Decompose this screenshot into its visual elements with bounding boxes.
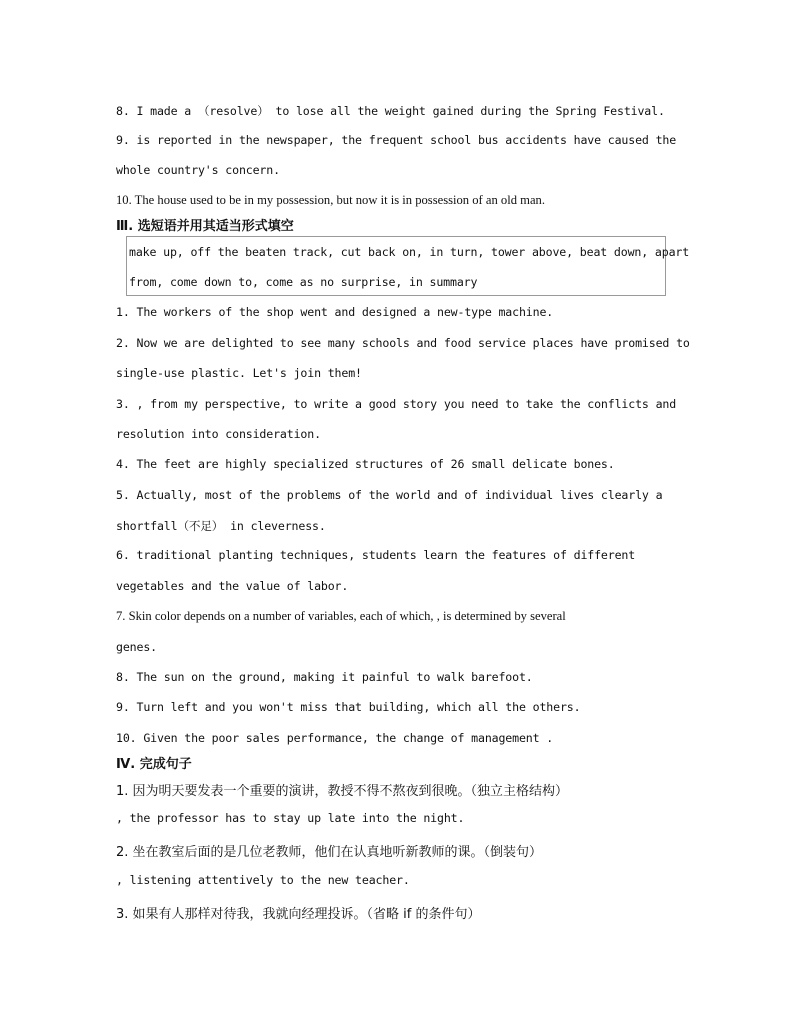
q9-line2: whole country's concern. [116, 163, 280, 177]
s3-q10: 10. Given the poor sales performance, the change of management . [116, 731, 554, 745]
s3-q9: 9. Turn left and you won't miss that building, which all the others. [116, 700, 581, 714]
s3-q2-line2: single-use plastic. Let's join them! [116, 366, 362, 380]
s3-q4: 4. The feet are highly specialized structures of 26 small delicate bones. [116, 457, 615, 471]
phrase-box-line2: from, come down to, come as no surprise, in summary [129, 275, 478, 289]
s3-q2-line1: 2. Now we are delighted to see many schools and food service places have promised to [116, 336, 690, 350]
s3-q5-line2: shortfall（不足） in cleverness. [116, 519, 326, 533]
q10-possession: 10. The house used to be in my possession, but now it is in possession of an old man. [116, 193, 545, 207]
s3-q7-line2: genes. [116, 640, 157, 654]
s4-q3-prompt: 3. 如果有人那样对待我，我就向经理投诉。（省略 if 的条件句） [116, 907, 481, 922]
s3-q3-line2: resolution into consideration. [116, 427, 321, 441]
s3-q3-line1: 3. , from my perspective, to write a good story you need to take the conflicts and [116, 397, 677, 411]
s3-q8: 8. The sun on the ground, making it painful to walk barefoot. [116, 670, 533, 684]
phrase-box-line1: make up, off the beaten track, cut back on, in turn, tower above, beat down, apart [129, 245, 690, 259]
phrase-box [126, 236, 690, 296]
s4-q1-prompt: 1. 因为明天要发表一个重要的演讲，教授不得不熬夜到很晚。（独立主格结构） [116, 784, 569, 799]
q8-resolve: 8. I made a （resolve） to lose all the weight gained during the Spring Festival. [116, 104, 665, 118]
s4-q1-answer: , the professor has to stay up late into the night. [116, 811, 465, 825]
s3-q1: 1. The workers of the shop went and designed a new-type machine. [116, 305, 554, 319]
s3-q5-line1: 5. Actually, most of the problems of the world and of individual lives clearly a [116, 488, 663, 502]
s3-q6-line2: vegetables and the value of labor. [116, 579, 349, 593]
s4-q2-answer: , listening attentively to the new teacher. [116, 873, 410, 887]
section3-heading: Ⅲ. 选短语并用其适当形式填空 [116, 219, 294, 234]
s3-q7-line1: 7. Skin color depends on a number of variables, each of which, , is determined by several [116, 609, 566, 623]
section4-heading: Ⅳ. 完成句子 [116, 757, 192, 772]
q9-line1: 9. is reported in the newspaper, the frequent school bus accidents have caused the [116, 133, 677, 147]
s3-q6-line1: 6. traditional planting techniques, students learn the features of different [116, 548, 636, 562]
s4-q2-prompt: 2. 坐在教室后面的是几位老教师，他们在认真地听新教师的课。（倒装句） [116, 845, 543, 860]
